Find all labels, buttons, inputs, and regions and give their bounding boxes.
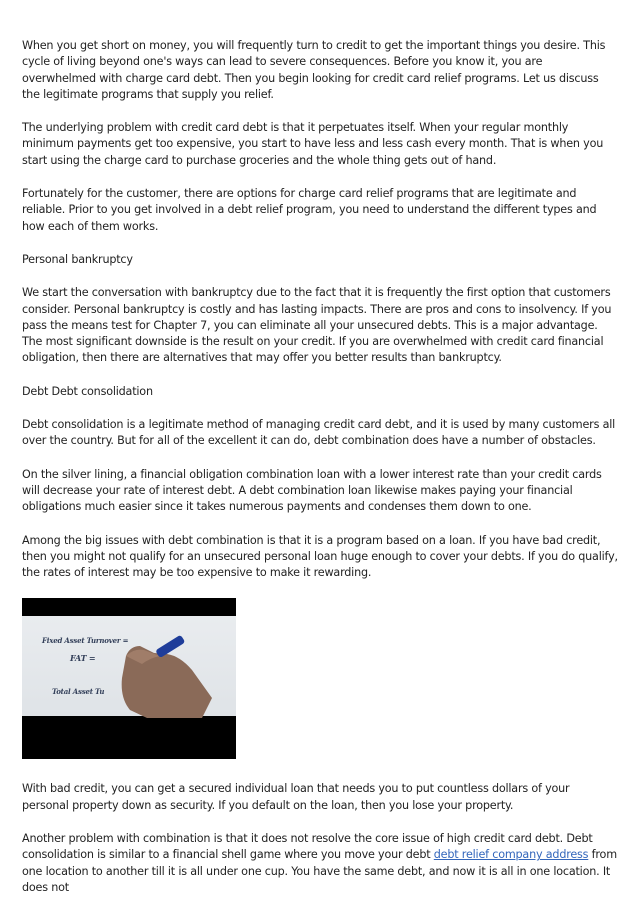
document-body [22,38,618,913]
paragraph-loan-issues: Among the big issues with debt combination is that it is a program based on a loan. If you have bad credit, then you might not qualify for an unsecured personal loan huge enough to cover your debts. If you do qualify, the rates of interest may be too expensive to make it rewarding. [22,533,618,580]
heading-debt-consolidation: Debt Debt consolidation [22,384,153,398]
debt-relief-company-link[interactable]: debt relief company address [433,848,589,862]
paragraph-silver-lining: On the silver lining, a financial obligation combination loan with a lower interest rate than your credit cards will decrease your rate of interest debt. A debt combination loan likewise makes paying your financial obligations much easier since it takes numerous payments and condenses them down to one. [22,467,602,514]
figure-text-fat: FAT = [70,653,96,664]
paragraph-text-before-link: Another problem with combination is that it does not resolve the core issue of high credit card debt. Debt consolidation is similar to a financial shell game where you move your debt [22,832,593,862]
paragraph-text-after-link: from one location to another till it is all under one cup. You have the same debt, and now it is all in one location. It does not [22,848,617,894]
paragraph-bankruptcy: We start the conversation with bankruptcy due to the fact that it is frequently the first option that customers consider. Personal bankruptcy is costly and has lasting impacts. There are pros and cons to insolvency. If you pass the means test for Chapter 7, you can eliminate all your unsecured debts. This is a major advantage. The most significant downside is the result on your credit. If you are overwhelmed with credit card financial obligation, then there are alternatives that may offer you better results than bankruptcy. [22,286,612,365]
paragraph-problem: The underlying problem with credit card debt is that it perpetuates itself. When your regular monthly minimum payments get too expensive, you start to have less and less cash every month. That is when you start using the charge card to purchase groceries and the whole thing gets out of hand. [22,121,604,167]
figure-text-total-asset: Total Asset Tu [52,687,105,697]
heading-personal-bankruptcy: Personal bankruptcy [22,252,133,266]
paragraph-options: Fortunately for the customer, there are options for charge card relief programs that are legitimate and reliable. Prior to you get involved in a debt relief program, you need to understand the different types and how each of them works. [22,187,597,233]
paragraph-intro: When you get short on money, you will frequently turn to credit to get the important things you desire. This cycle of living beyond one's ways can lead to severe consequences. Before you know it, you are overwhelmed with charge card debt. Then you begin looking for credit card relief programs. Let us discuss the legitimate programs that supply you relief. [22,39,606,101]
pen-marker [155,635,185,659]
figure-text-fixed-asset: Fixed Asset Turnover = [42,636,129,646]
paragraph-secured-loan: With bad credit, you can get a secured individual loan that needs you to put countless dollars of your personal property down as security. If you default on the loan, then you lose your property. [22,782,570,812]
video-thumbnail-image [22,598,236,759]
paragraph-combination-problem [22,831,618,896]
hand-writing-illustration [22,598,236,759]
paragraph-consolidation: Debt consolidation is a legitimate method of managing credit card debt, and it is used by many customers all over the country. But for all of the excellent it can do, debt combination does have a number of obstacles. [22,418,616,448]
